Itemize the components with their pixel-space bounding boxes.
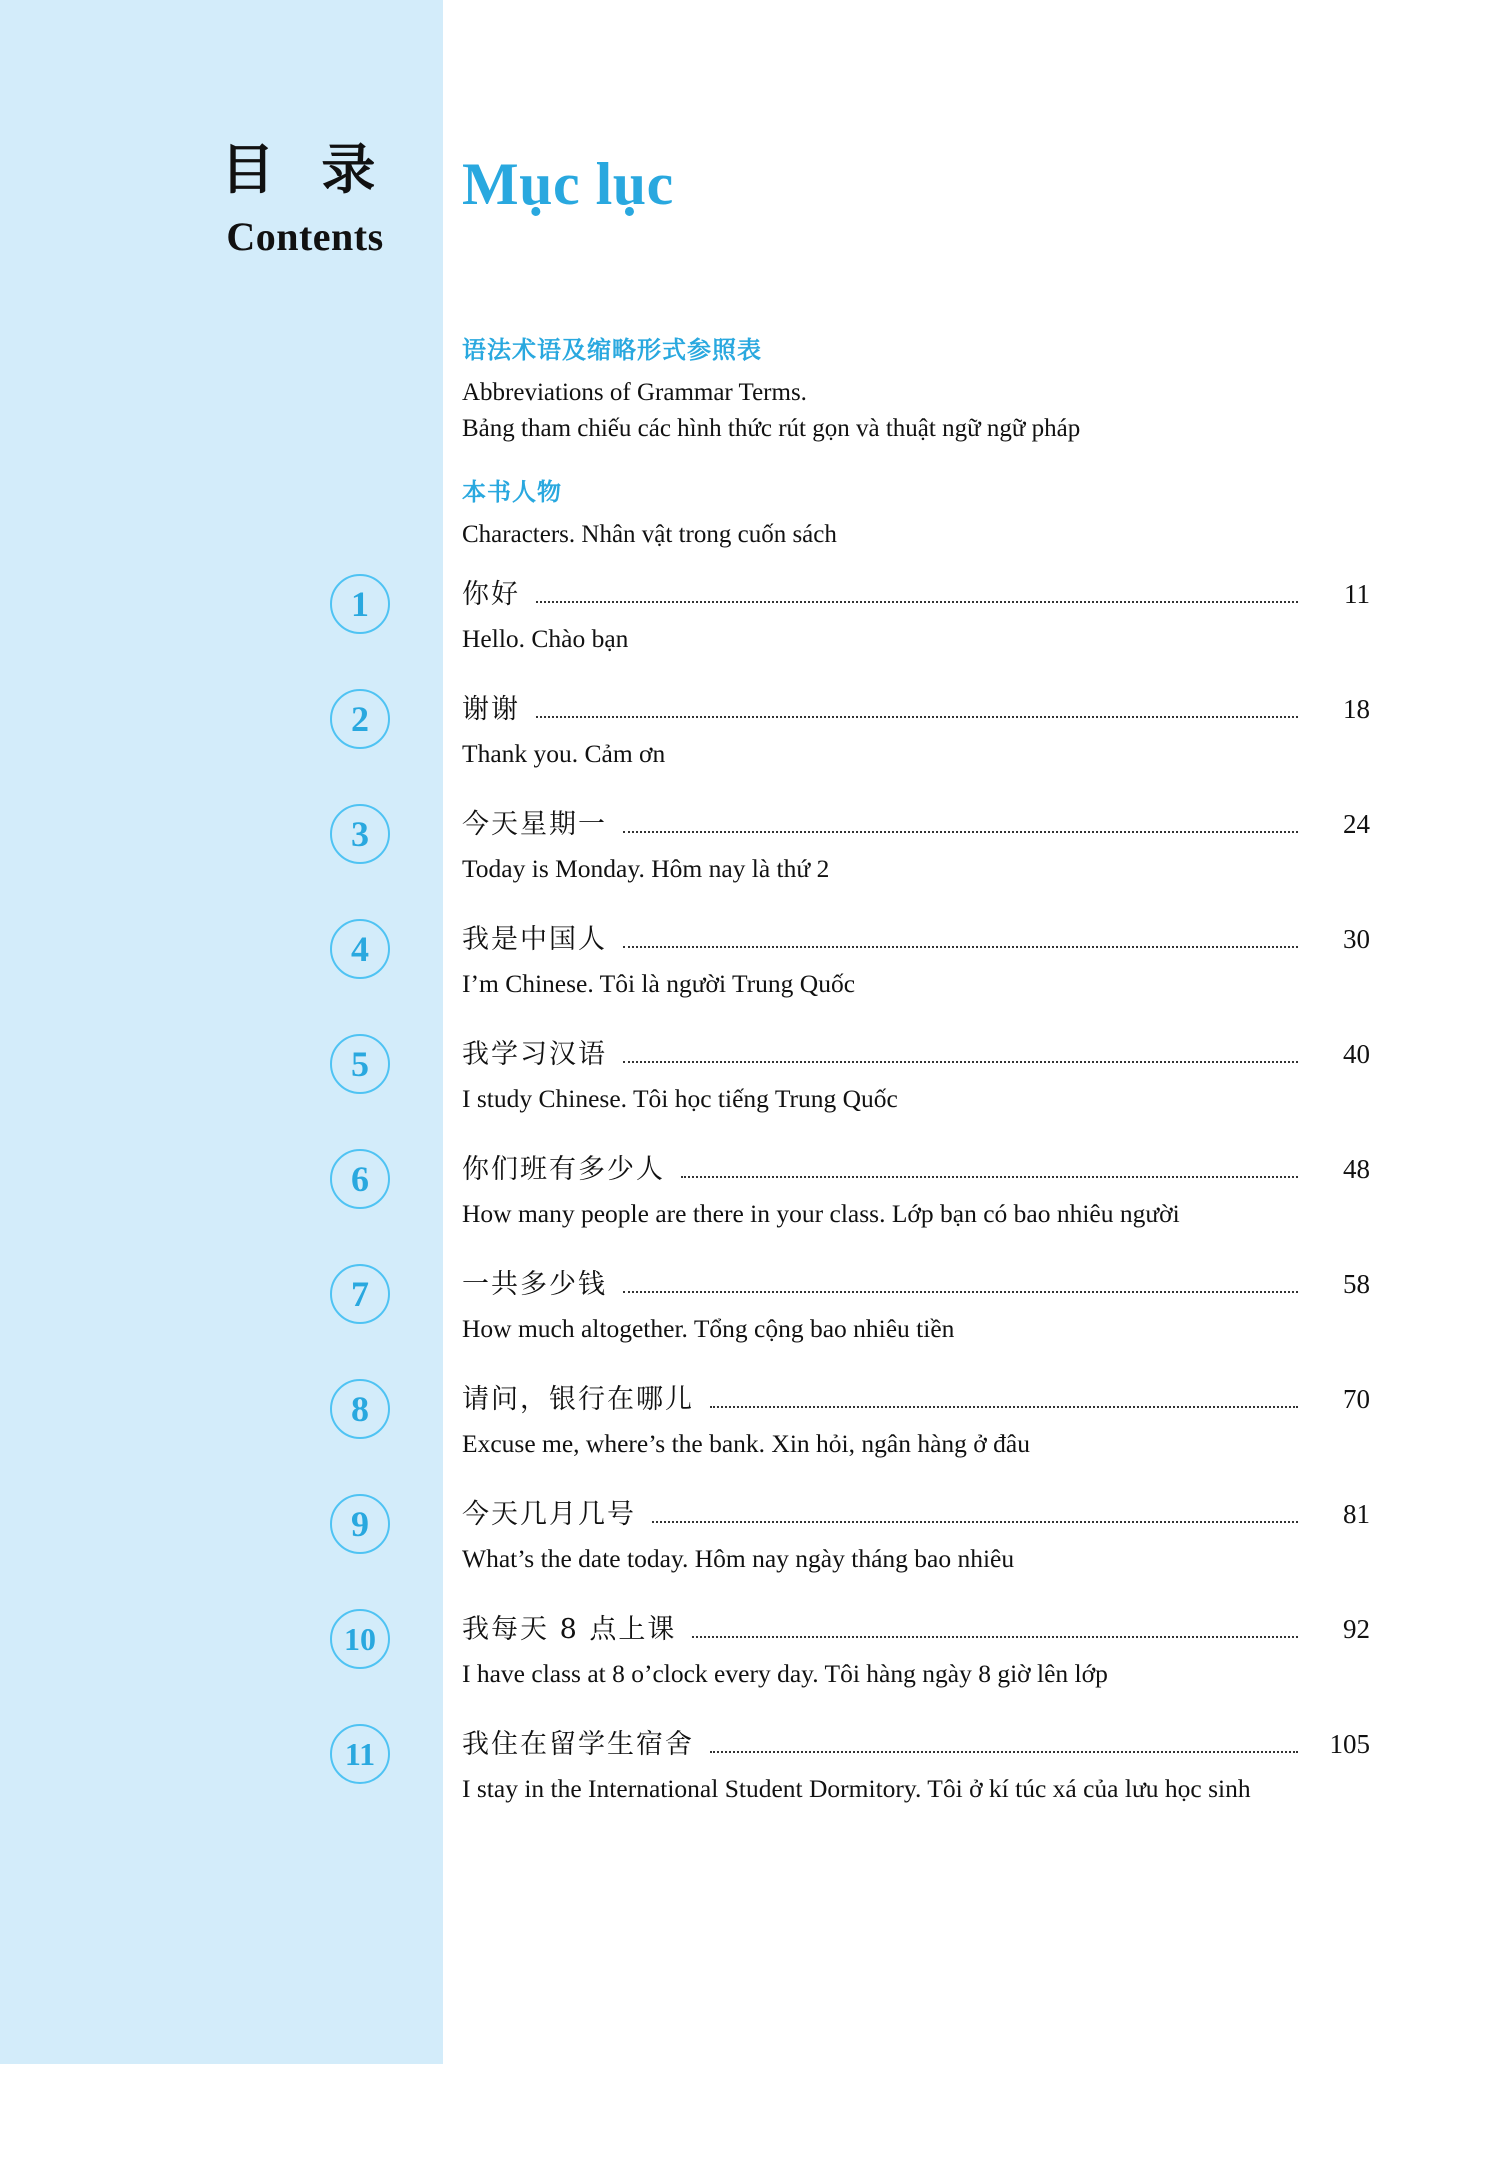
lesson-title-line <box>462 1377 1370 1417</box>
list-item[interactable] <box>330 1607 1370 1722</box>
lesson-number-badge: 10 <box>330 1609 390 1669</box>
lesson-subtitle: How much altogether. Tổng cộng bao nhiêu tiền <box>462 1314 955 1343</box>
front-matter-chinese: 语法术语及缩略形式参照表 <box>462 335 762 364</box>
lesson-body <box>462 1607 1370 1691</box>
page-title-vietnamese: Mục lục <box>462 151 674 217</box>
lesson-body <box>462 1722 1370 1806</box>
table-of-contents <box>330 572 1370 1837</box>
lesson-title-chinese: 今天几月几号 <box>462 1499 636 1530</box>
lesson-title-chinese: 我每天 8 点上课 <box>462 1614 677 1645</box>
lesson-body <box>462 1262 1370 1346</box>
front-matter-item <box>462 472 1372 553</box>
lesson-title-chinese: 我学习汉语 <box>462 1039 607 1070</box>
lesson-page-number: 18 <box>1343 694 1370 724</box>
lesson-number-badge: 3 <box>330 804 390 864</box>
lesson-title-line <box>462 572 1370 612</box>
page-title-english: Contents <box>226 214 384 260</box>
lesson-title-line <box>462 1492 1370 1532</box>
lesson-subtitle: How many people are there in your class. Lớp bạn có bao nhiêu người <box>462 1199 1180 1228</box>
lesson-page-number: 92 <box>1343 1614 1370 1644</box>
lesson-number-badge: 8 <box>330 1379 390 1439</box>
lesson-title-line <box>462 1607 1370 1647</box>
lesson-page-number: 30 <box>1343 924 1370 954</box>
lesson-page-number: 81 <box>1343 1499 1370 1529</box>
list-item[interactable] <box>330 1032 1370 1147</box>
front-matter-chinese: 本书人物 <box>462 477 562 506</box>
list-item[interactable] <box>330 1377 1370 1492</box>
lesson-title-chinese: 今天星期一 <box>462 809 607 840</box>
lesson-body <box>462 1147 1370 1231</box>
lesson-number-badge: 1 <box>330 574 390 634</box>
lesson-title-chinese: 我是中国人 <box>462 924 607 955</box>
lesson-title-line <box>462 687 1370 727</box>
lesson-subtitle: I stay in the International Student Dormitory. Tôi ở kí túc xá của lưu học sinh <box>462 1774 1251 1803</box>
list-item[interactable] <box>330 687 1370 802</box>
leader-dots <box>652 1521 1298 1523</box>
list-item[interactable] <box>330 1722 1370 1837</box>
leader-dots <box>710 1751 1298 1753</box>
lesson-title-chinese: 你们班有多少人 <box>462 1154 665 1185</box>
lesson-number-badge: 6 <box>330 1149 390 1209</box>
list-item[interactable] <box>330 572 1370 687</box>
list-item[interactable] <box>330 802 1370 917</box>
lesson-title-line <box>462 802 1370 842</box>
lesson-subtitle: I’m Chinese. Tôi là người Trung Quốc <box>462 969 856 998</box>
leader-dots <box>623 831 1298 833</box>
lesson-title-line <box>462 1032 1370 1072</box>
front-matter-line: Bảng tham chiếu các hình thức rút gọn và thuật ngữ ngữ pháp <box>462 414 1081 442</box>
list-item[interactable] <box>330 1147 1370 1262</box>
leader-dots <box>536 601 1298 603</box>
page-title-chinese: 目 录 <box>220 137 390 201</box>
lesson-page-number: 105 <box>1329 1729 1370 1759</box>
lesson-page-number: 58 <box>1343 1269 1370 1299</box>
page-title <box>176 137 434 260</box>
front-matter-line: Abbreviations of Grammar Terms. <box>462 379 807 406</box>
lesson-page-number: 48 <box>1343 1154 1370 1184</box>
leader-dots <box>623 946 1298 948</box>
lesson-subtitle: Today is Monday. Hôm nay là thứ 2 <box>462 854 830 883</box>
lesson-title-line <box>462 917 1370 957</box>
lesson-number-badge: 11 <box>330 1724 390 1784</box>
lesson-body <box>462 1377 1370 1461</box>
lesson-body <box>462 572 1370 656</box>
lesson-body <box>462 687 1370 771</box>
leader-dots <box>710 1406 1298 1408</box>
lesson-number-badge: 2 <box>330 689 390 749</box>
lesson-number-badge: 5 <box>330 1034 390 1094</box>
front-matter-item <box>462 330 1372 446</box>
lesson-title-line <box>462 1722 1370 1762</box>
lesson-number-badge: 7 <box>330 1264 390 1324</box>
lesson-page-number: 70 <box>1343 1384 1370 1414</box>
lesson-title-chinese: 谢谢 <box>462 694 520 725</box>
lesson-number-badge: 4 <box>330 919 390 979</box>
leader-dots <box>623 1291 1298 1293</box>
lesson-subtitle: I have class at 8 o’clock every day. Tôi hàng ngày 8 giờ lên lớp <box>462 1659 1108 1688</box>
lesson-title-line <box>462 1262 1370 1302</box>
lesson-body <box>462 917 1370 1001</box>
lesson-page-number: 40 <box>1343 1039 1370 1069</box>
lesson-subtitle: Thank you. Cảm ơn <box>462 739 666 768</box>
lesson-page-number: 11 <box>1344 579 1370 609</box>
lesson-subtitle: What’s the date today. Hôm nay ngày tháng bao nhiêu <box>462 1544 1015 1573</box>
lesson-title-chinese: 一共多少钱 <box>462 1269 607 1300</box>
lesson-title-chinese: 请问，银行在哪儿 <box>462 1384 694 1415</box>
lesson-page-number: 24 <box>1343 809 1370 839</box>
lesson-number-badge: 9 <box>330 1494 390 1554</box>
lesson-body <box>462 1032 1370 1116</box>
leader-dots <box>536 716 1298 718</box>
lesson-subtitle: Excuse me, where’s the bank. Xin hỏi, ngân hàng ở đâu <box>462 1429 1030 1458</box>
front-matter-list <box>462 330 1372 579</box>
leader-dots <box>623 1061 1298 1063</box>
leader-dots <box>681 1176 1298 1178</box>
list-item[interactable] <box>330 1262 1370 1377</box>
lesson-title-chinese: 我住在留学生宿舍 <box>462 1729 694 1760</box>
lesson-subtitle: Hello. Chào bạn <box>462 624 629 653</box>
lesson-title-line <box>462 1147 1370 1187</box>
lesson-title-chinese: 你好 <box>462 579 520 610</box>
list-item[interactable] <box>330 1492 1370 1607</box>
lesson-subtitle: I study Chinese. Tôi học tiếng Trung Quốc <box>462 1084 898 1113</box>
front-matter-line: Characters. Nhân vật trong cuốn sách <box>462 521 837 548</box>
leader-dots <box>692 1636 1298 1638</box>
lesson-body <box>462 1492 1370 1576</box>
lesson-body <box>462 802 1370 886</box>
list-item[interactable] <box>330 917 1370 1032</box>
